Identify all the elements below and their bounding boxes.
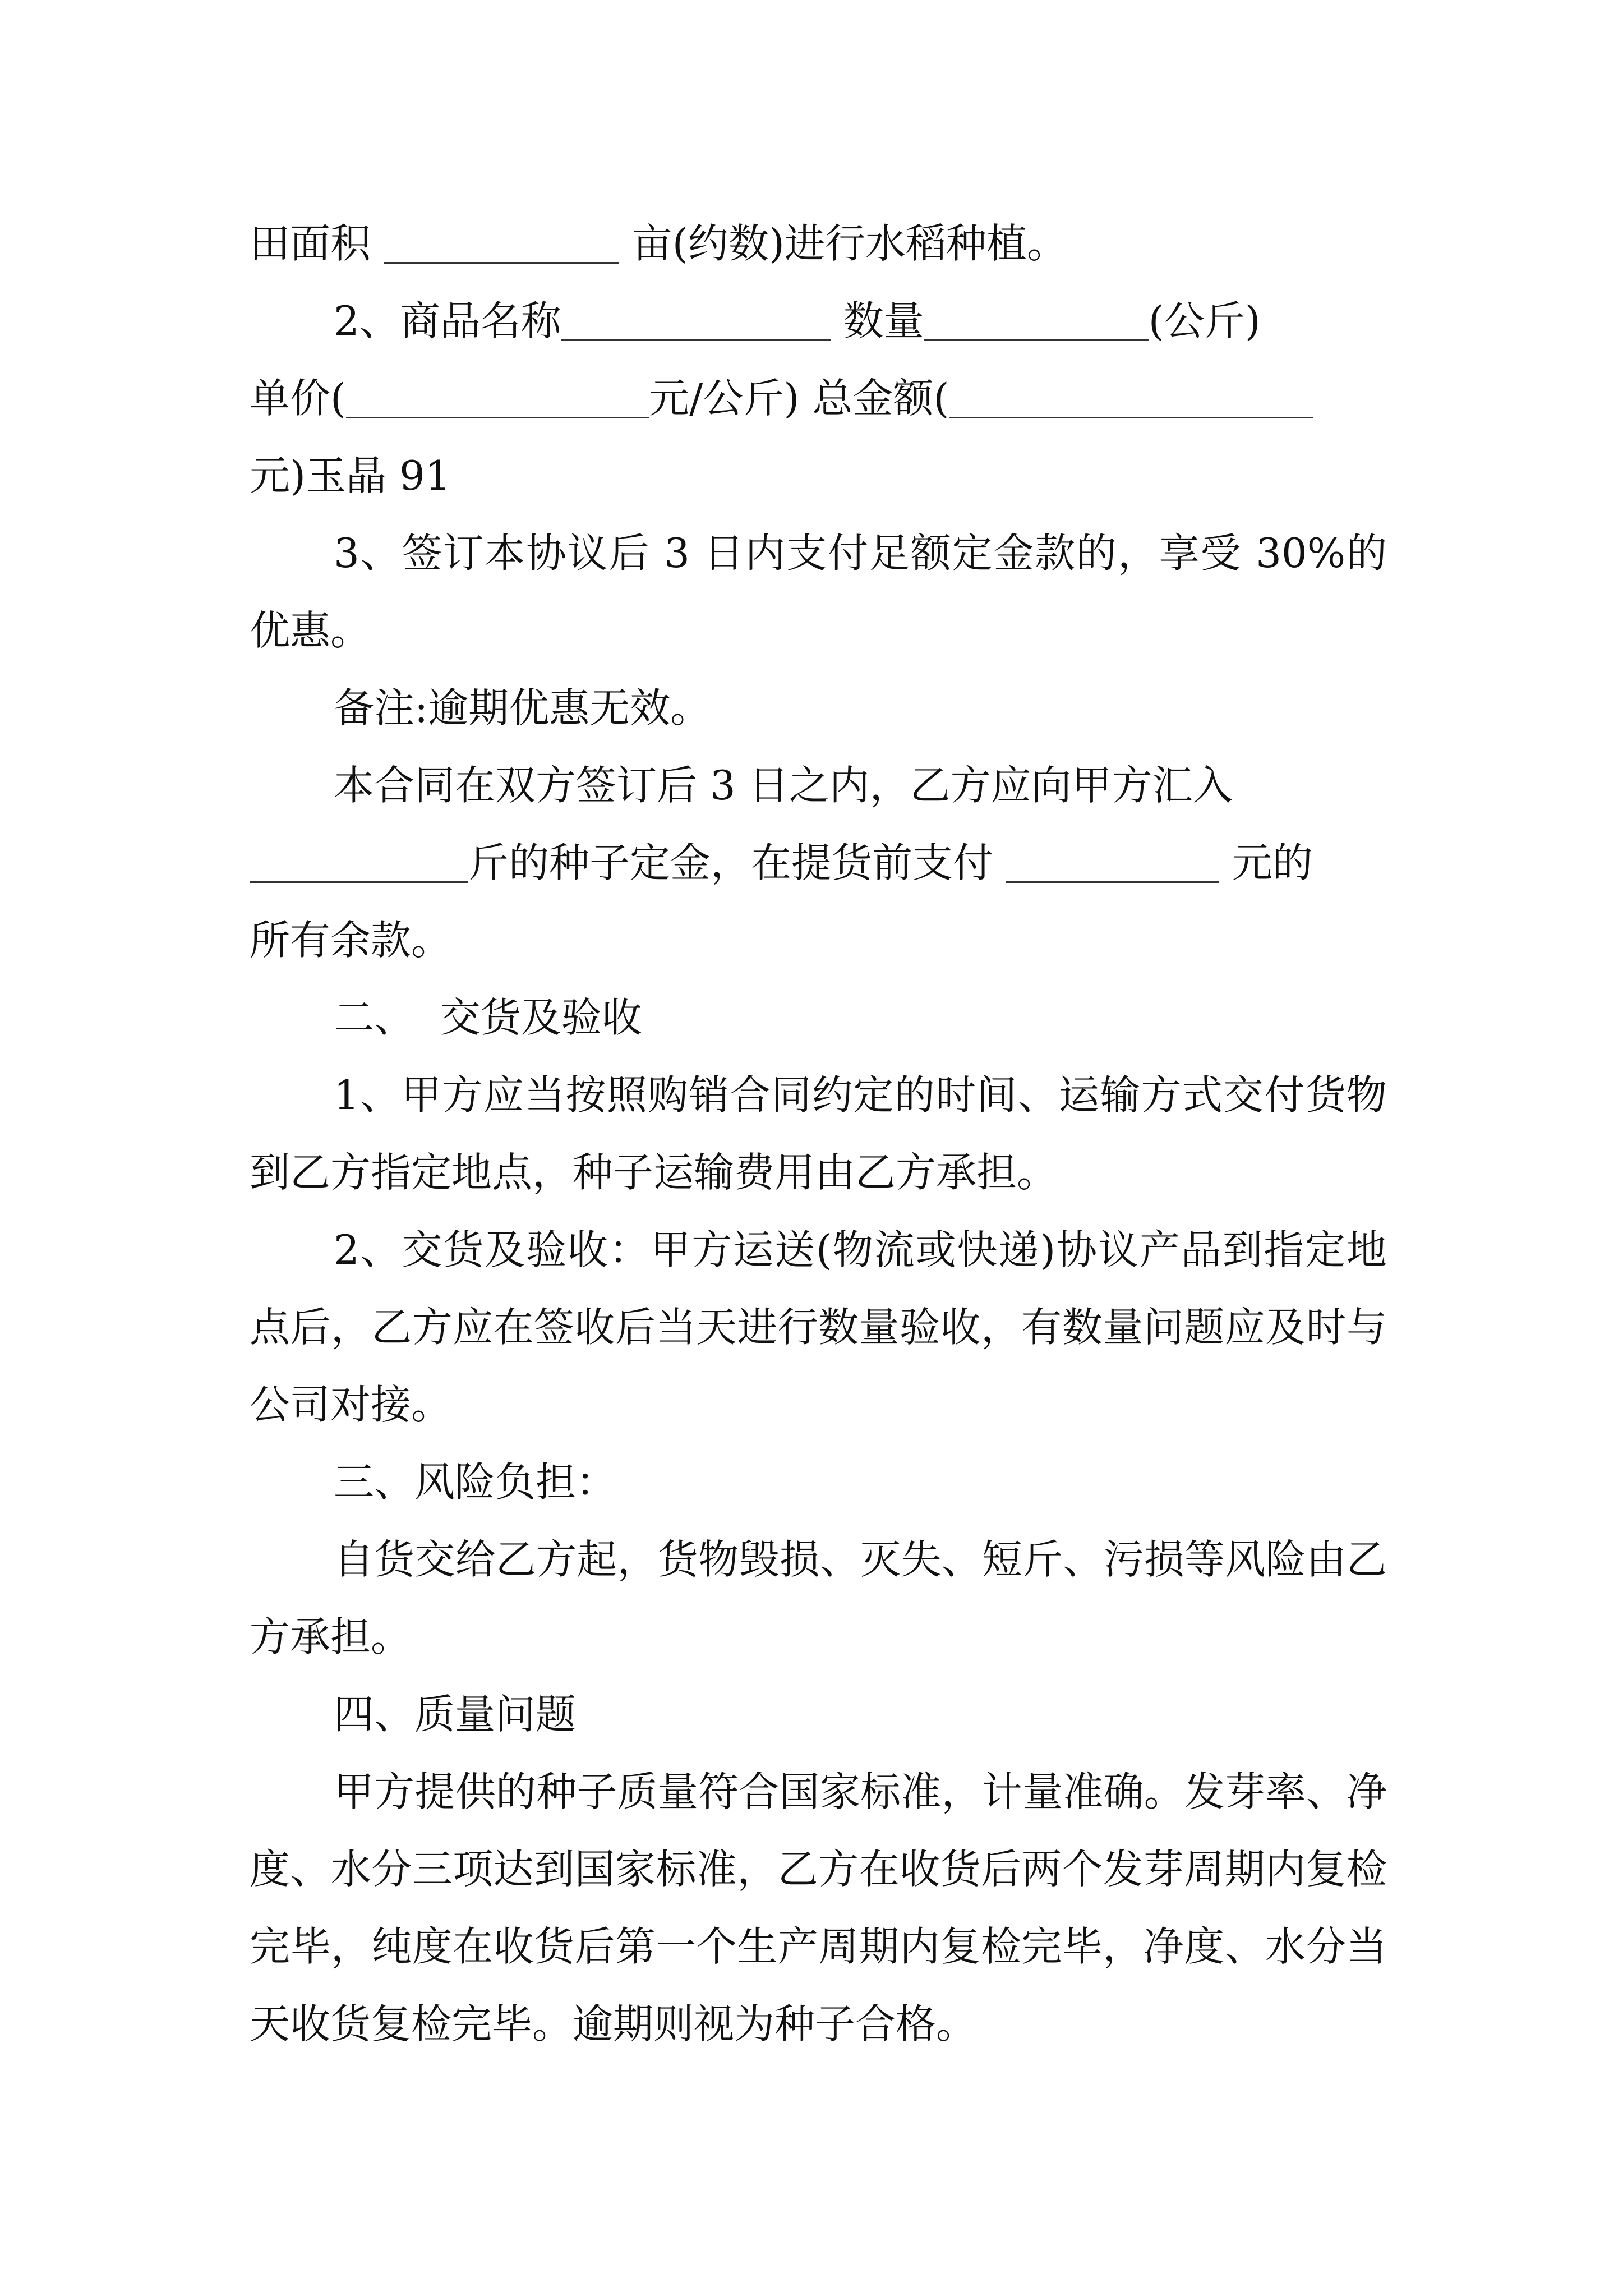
paragraph-risk: 自货交给乙方起，货物毁损、灭失、短斤、污损等风险由乙方承担。	[250, 1536, 1387, 1660]
paragraph-price: 单价( 元/公斤) 总金额(	[250, 360, 1387, 437]
paragraph-variety: 元)玉晶 91	[250, 452, 451, 499]
section-heading-quality: 四、质量问题	[334, 1691, 577, 1738]
blank-total-amount	[949, 380, 1313, 418]
blank-deposit	[250, 845, 468, 883]
paragraph-item-3: 3、签订本协议后 3 日内支付足额定金款的，享受 30%的优惠。	[250, 530, 1387, 654]
blank-product-name	[561, 303, 831, 341]
paragraph-deposit: 斤的种子定金，在提货前支付 元的	[250, 824, 1387, 901]
paragraph-note: 备注:逾期优惠无效。	[334, 684, 711, 731]
paragraph-field-area: 田面积 亩(约数)进行水稻种植。	[250, 220, 1067, 267]
blank-unit-price	[346, 380, 649, 418]
paragraph-balance: 所有余款。	[250, 917, 452, 964]
section-heading-risk: 三、风险负担：	[334, 1458, 617, 1506]
blank-area	[384, 226, 619, 264]
paragraph-quality: 甲方提供的种子质量符合国家标准，计量准确。发芽率、净度、水分三项达到国家标准，乙方在收货后两个发芽周期内复检完毕，纯度在收货后第一个生产周期内复检完毕，净度、水分当天收货复检完毕。逾期则视为种子合格。	[250, 1768, 1387, 2047]
section-heading-delivery: 二、 交货及验收	[334, 994, 642, 1041]
paragraph-payment: 本合同在双方签订后 3 日之内，乙方应向甲方汇入	[334, 762, 1233, 809]
paragraph-item-2: 2、商品名称 数量 (公斤)	[334, 297, 1261, 344]
blank-balance	[1006, 845, 1219, 883]
paragraph-delivery-1: 1、甲方应当按照购销合同约定的时间、运输方式交付货物到乙方指定地点，种子运输费用由乙方承担。	[250, 1071, 1387, 1196]
paragraph-delivery-2: 2、交货及验收：甲方运送(物流或快递)协议产品到指定地点后，乙方应在签收后当天进行数量验收，有数量问题应及时与公司对接。	[250, 1226, 1387, 1428]
contract-page	[250, 205, 1387, 2063]
blank-quantity	[924, 303, 1149, 341]
